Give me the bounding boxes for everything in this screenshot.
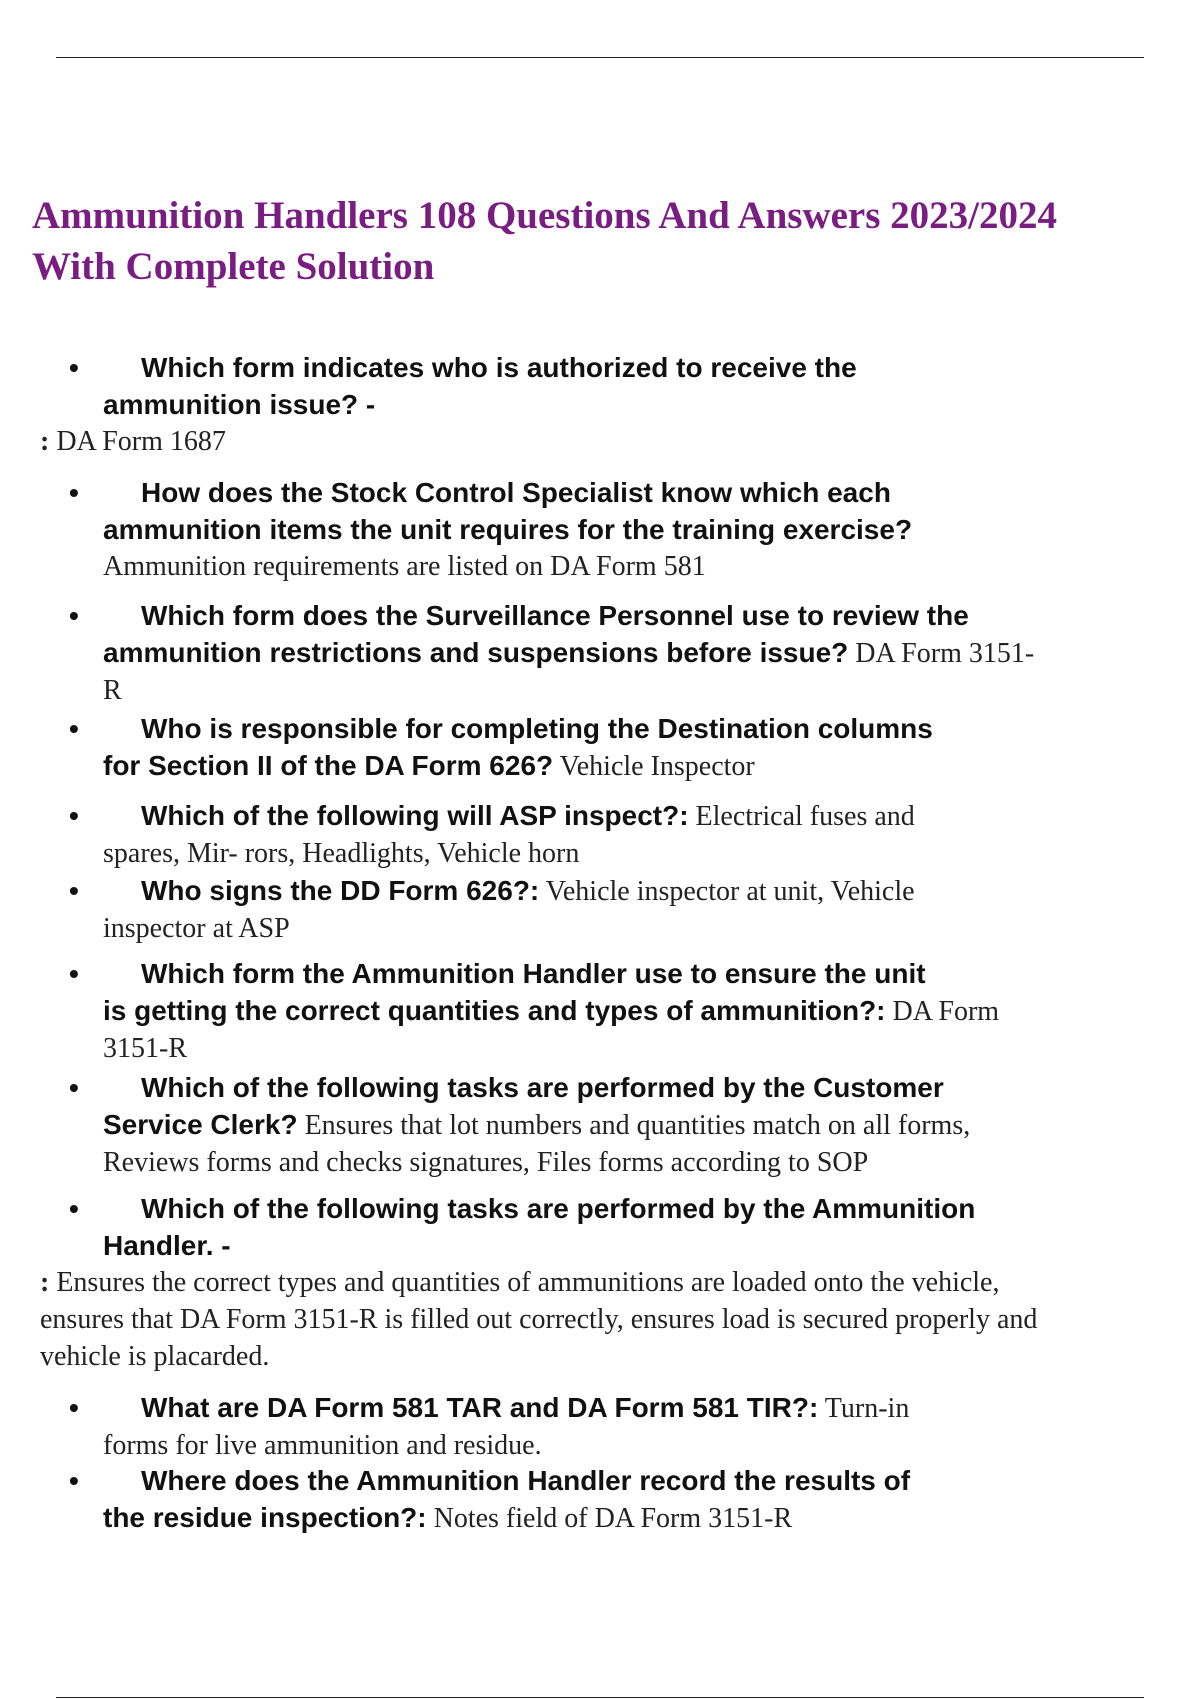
question-line: ammunition issue? - [103,389,376,420]
answer-line: forms for live ammunition and residue. [103,1430,542,1461]
answer-text: Vehicle inspector at unit, Vehicle [539,876,915,907]
question-line [0,474,1200,511]
answer-text: Turn-in [818,1393,910,1424]
question-line [0,1106,1193,1144]
answer-line: 3151-R [103,1033,187,1064]
bullet-icon: • [69,958,79,989]
bullet-icon: • [69,600,79,631]
answer-line: Ammunition requirements are listed on DA Form 581 [103,551,706,582]
qa-item [0,710,1200,785]
answer-text: Ensures that lot numbers and quantities match on all forms, [297,1110,971,1141]
question-line [0,597,1200,634]
question-text: Which form does the Surveillance Personnel use to review the [141,600,969,631]
title-line-2: With Complete Solution [32,245,435,288]
bullet-icon: • [69,1392,79,1423]
question-line [0,634,1193,672]
answer-text: Ensures the correct types and quantities of ammunitions are loaded onto the vehicle, [49,1267,1000,1298]
question-line [0,1069,1200,1106]
answer-line [0,423,1190,460]
document-title [32,190,1192,292]
question-line [0,1190,1200,1227]
qa-item [0,797,1200,872]
question-text: Service Clerk? [103,1109,298,1140]
question-text: Which form indicates who is authorized to receive the [141,352,857,383]
qa-item [0,349,1200,460]
question-text: Who is responsible for completing the Destination columns [141,713,933,744]
question-line [0,955,1200,992]
question-text: is getting the correct quantities and types of ammunition?: [103,995,886,1026]
question-line: Handler. - [103,1230,231,1261]
bottom-rule [56,1697,1144,1698]
qa-item [0,1069,1200,1181]
bullet-icon: • [69,713,79,744]
bullet-icon: • [69,1072,79,1103]
answer-text: DA Form 3151- [848,638,1035,669]
question-text: for Section II of the DA Form 626? [103,750,554,781]
answer-text: Notes field of DA Form 3151-R [426,1503,793,1534]
qa-item [0,872,1200,947]
top-rule [56,57,1144,58]
answer-line [0,1264,1190,1301]
bullet-icon: • [69,1465,79,1496]
answer-prefix: : [40,426,50,457]
question-line [0,1499,1193,1537]
answer-line: ensures that DA Form 3151-R is filled out correctly, ensures load is secured properly and [40,1304,1038,1335]
question-line [0,797,1200,835]
bullet-icon: • [69,1193,79,1224]
question-line [0,1462,1200,1499]
answer-text: Electrical fuses and [688,801,915,832]
answer-text: Vehicle Inspector [553,751,755,782]
bullet-icon: • [69,477,79,508]
qa-item [0,474,1200,585]
bullet-icon: • [69,352,79,383]
question-text: ammunition restrictions and suspensions before issue? [103,637,849,668]
answer-text: DA Form [885,996,1000,1027]
question-line [0,710,1200,747]
question-text: Where does the Ammunition Handler record the results of [141,1465,911,1496]
answer-line: spares, Mir- rors, Headlights, Vehicle horn [103,838,580,869]
bullet-icon: • [69,875,79,906]
question-line [0,1389,1200,1427]
question-text: Which form the Ammunition Handler use to ensure the unit [141,958,926,989]
qa-item [0,1190,1200,1375]
answer-line: vehicle is placarded. [40,1341,270,1372]
answer-line: R [103,675,122,706]
question-text: Which of the following tasks are performed by the Ammunition [141,1193,976,1224]
question-text: What are DA Form 581 TAR and DA Form 581 TIR?: [141,1392,819,1423]
qa-item [0,955,1200,1067]
question-text: Which of the following will ASP inspect?: [141,800,689,831]
answer-prefix: : [40,1267,50,1298]
qa-item [0,1389,1200,1464]
answer-line: Reviews forms and checks signatures, Files forms according to SOP [103,1147,869,1178]
question-text: Who signs the DD Form 626?: [141,875,540,906]
qa-item [0,1462,1200,1537]
qa-item [0,597,1200,709]
answer-text: DA Form 1687 [49,426,226,457]
question-text: Which of the following tasks are performed by the Customer [141,1072,944,1103]
question-text: How does the Stock Control Specialist know which each [141,477,891,508]
answer-line: inspector at ASP [103,913,290,944]
question-line: ammunition items the unit requires for the training exercise? [103,514,913,545]
question-text: the residue inspection?: [103,1502,427,1533]
title-line-1: Ammunition Handlers 108 Questions And Answers 2023/2024 [32,194,1057,237]
question-line [0,872,1200,910]
question-line [0,349,1200,386]
bullet-icon: • [69,800,79,831]
question-line [0,992,1193,1030]
question-line [0,747,1193,785]
